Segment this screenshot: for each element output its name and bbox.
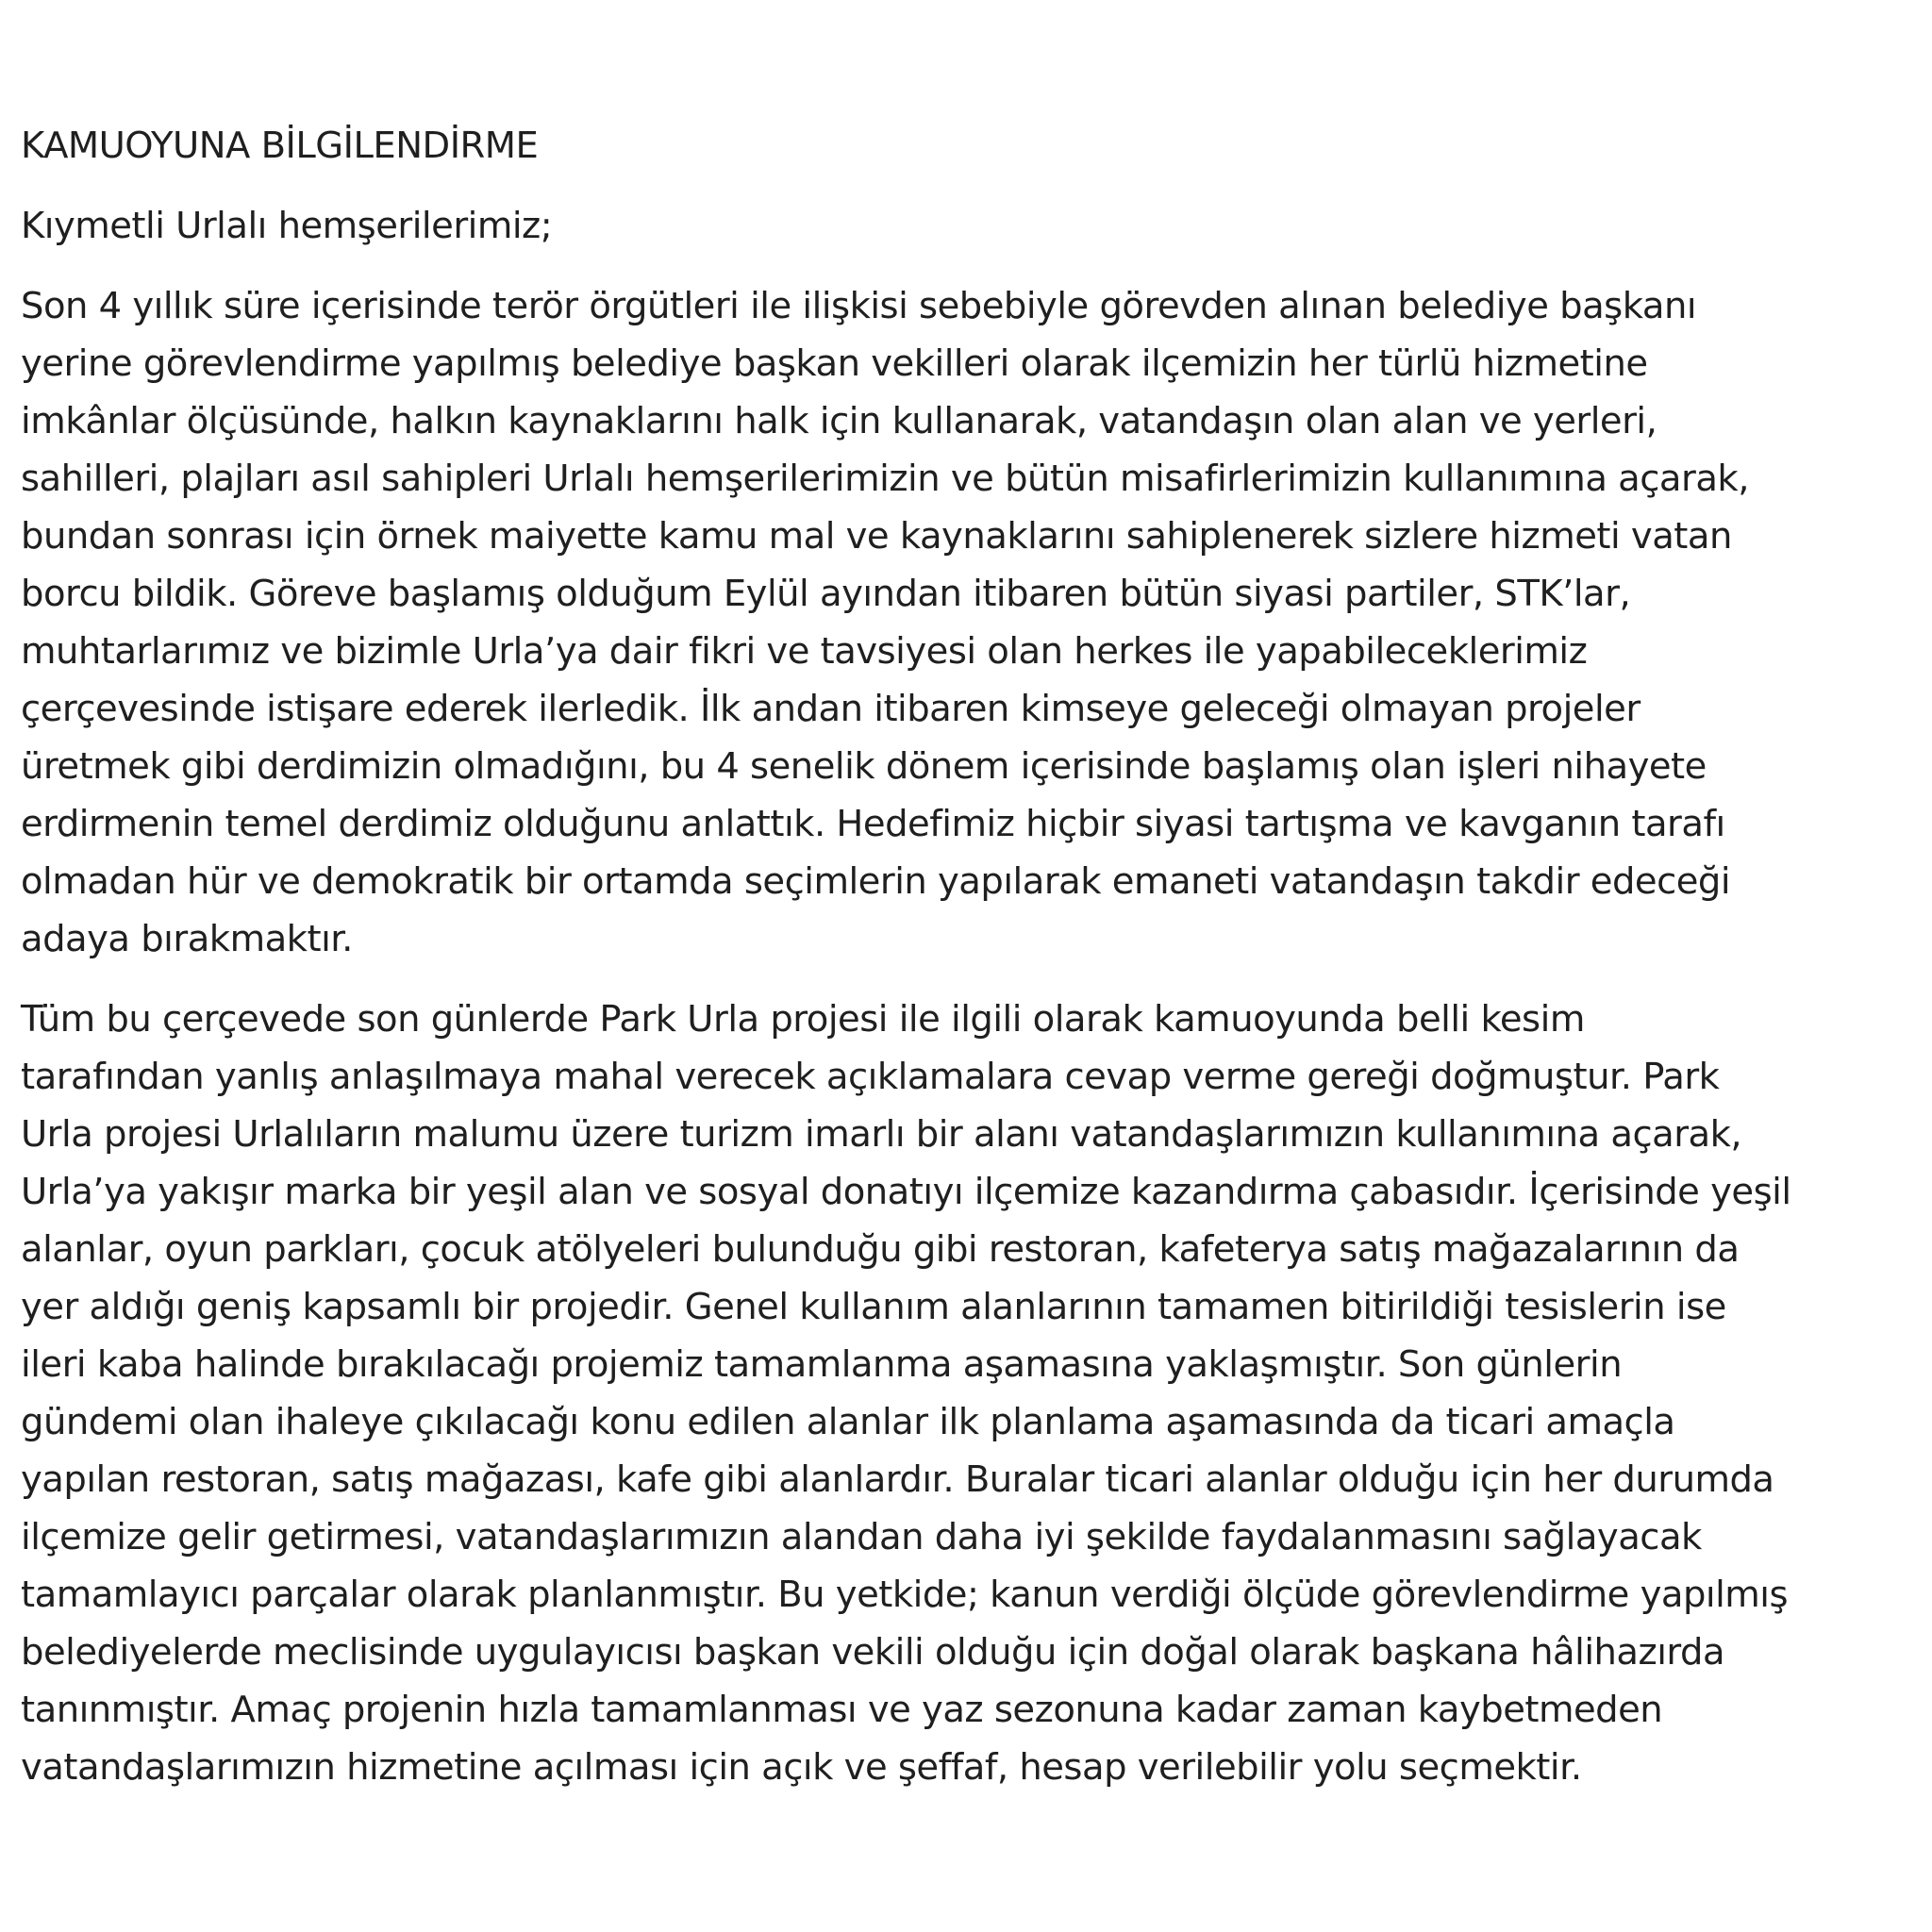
paragraph-2-line: tarafından yanlış anlaşılmaya mahal verecek açıklamalara cevap verme gereği doğmuştur. Park xyxy=(21,1056,1720,1098)
paragraph-1-line: muhtarlarımız ve bizimle Urla’ya dair fikri ve tavsiyesi olan herkes ile yapabileceklerimiz xyxy=(21,630,1588,673)
paragraph-1-line: erdirmenin temel derdimiz olduğunu anlattık. Hedefimiz hiçbir siyasi tartışma ve kavganın tarafı xyxy=(21,803,1725,845)
paragraph-2-line: tanınmıştır. Amaç projenin hızla tamamlanması ve yaz sezonuna kadar zaman kaybetmeden xyxy=(21,1689,1663,1731)
paragraph-2-line: gündemi olan ihaleye çıkılacağı konu edilen alanlar ilk planlama aşamasında da ticari amaçla xyxy=(21,1401,1675,1443)
paragraph-1-line: yerine görevlendirme yapılmış belediye başkan vekilleri olarak ilçemizin her türlü hizmetine xyxy=(21,342,1648,385)
paragraph-2-line: ileri kaba halinde bırakılacağı projemiz tamamlanma aşamasına yaklaşmıştır. Son günlerin xyxy=(21,1343,1623,1386)
paragraph-1-line: sahilleri, plajları asıl sahipleri Urlalı hemşerilerimizin ve bütün misafirlerimizin kullanımına açarak, xyxy=(21,458,1749,500)
paragraph-2-line: Urla projesi Urlalıların malumu üzere turizm imarlı bir alanı vatandaşlarımızın kullanımına açarak, xyxy=(21,1113,1742,1156)
paragraph-2-line: yer aldığı geniş kapsamlı bir projedir. Genel kullanım alanlarının tamamen bitirildiği tesislerin ise xyxy=(21,1286,1726,1328)
paragraph-2-line: Tüm bu çerçevede son günlerde Park Urla projesi ile ilgili olarak kamuoyunda belli kesim xyxy=(21,998,1585,1041)
paragraph-2-line: Urla’ya yakışır marka bir yeşil alan ve sosyal donatıyı ilçemize kazandırma çabasıdır. İçerisinde yeşil xyxy=(21,1171,1791,1213)
paragraph-2-line: tamamlayıcı parçalar olarak planlanmıştır. Bu yetkide; kanun verdiği ölçüde görevlendirme yapılmış xyxy=(21,1574,1789,1616)
paragraph-1-line: bundan sonrası için örnek maiyette kamu mal ve kaynaklarını sahiplenerek sizlere hizmeti vatan xyxy=(21,515,1732,558)
paragraph-1-line: çerçevesinde istişare ederek ilerledik. İlk andan itibaren kimseye geleceği olmayan projeler xyxy=(21,688,1641,730)
paragraph-1-line: üretmek gibi derdimizin olmadığını, bu 4 senelik dönem içerisinde başlamış olan işleri nihayete xyxy=(21,745,1707,788)
paragraph-2-line: yapılan restoran, satış mağazası, kafe gibi alanlardır. Buralar ticari alanlar olduğu için her durumda xyxy=(21,1458,1774,1501)
document-title: KAMUOYUNA BİLGİLENDİRME xyxy=(21,125,539,167)
paragraph-1-line: Son 4 yıllık süre içerisinde terör örgütleri ile ilişkisi sebebiyle görevden alınan belediye başkanı xyxy=(21,285,1697,327)
paragraph-1-line: imkânlar ölçüsünde, halkın kaynaklarını halk için kullanarak, vatandaşın olan alan ve yerleri, xyxy=(21,400,1657,442)
document-body xyxy=(21,117,1917,1796)
paragraph-2 xyxy=(21,991,1917,1796)
paragraph-1-line: adaya bırakmaktır. xyxy=(21,918,353,960)
paragraph-1-line: olmadan hür ve demokratik bir ortamda seçimlerin yapılarak emaneti vatandaşın takdir edeceği xyxy=(21,860,1731,903)
paragraph-1 xyxy=(21,277,1917,968)
paragraph-2-line: vatandaşlarımızın hizmetine açılması için açık ve şeffaf, hesap verilebilir yolu seçmektir. xyxy=(21,1746,1582,1789)
paragraph-2-line: ilçemize gelir getirmesi, vatandaşlarımızın alandan daha iyi şekilde faydalanmasını sağlayacak xyxy=(21,1516,1702,1558)
salutation: Kıymetli Urlalı hemşerilerimiz; xyxy=(21,205,553,247)
paragraph-1-line: borcu bildik. Göreve başlamış olduğum Eylül ayından itibaren bütün siyasi partiler, STK’lar, xyxy=(21,573,1631,615)
paragraph-2-line: belediyelerde meclisinde uygulayıcısı başkan vekili olduğu için doğal olarak başkana hâlihazırda xyxy=(21,1631,1725,1674)
paragraph-2-line: alanlar, oyun parkları, çocuk atölyeleri bulunduğu gibi restoran, kafeterya satış mağazalarının da xyxy=(21,1228,1740,1271)
